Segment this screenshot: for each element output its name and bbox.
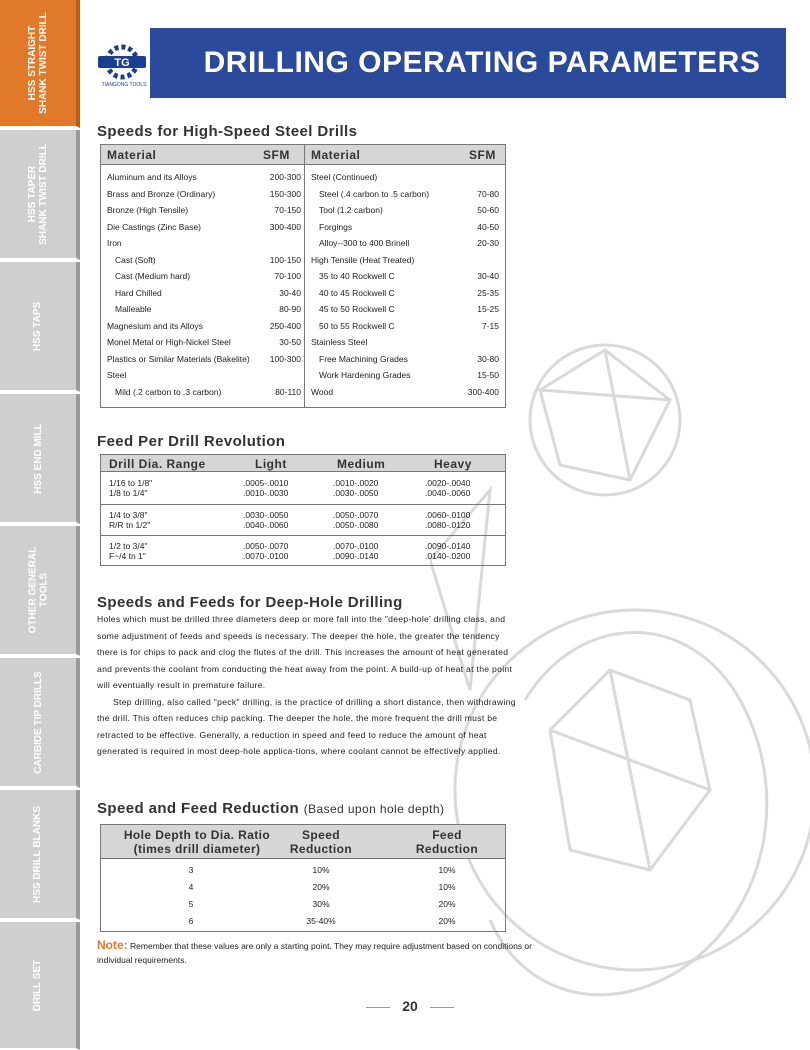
speeds-sfm-value: 100-300	[269, 353, 301, 364]
feed-range-value: F~/4 tn 1"	[109, 551, 146, 561]
feed-table	[100, 454, 506, 566]
feed-heavy-cell	[425, 478, 470, 498]
speeds-sfm-value: 7-15	[481, 320, 499, 331]
feed-range-value: 1/8 to 1/4"	[109, 488, 148, 498]
feed-row-group	[101, 535, 505, 565]
sidebar-tab-label-line: SHANK TWIST DRILL	[38, 143, 49, 245]
speeds-table-header	[101, 145, 505, 165]
speeds-material: Malleable	[115, 304, 152, 314]
brand-logo	[94, 40, 150, 92]
col-ratio	[109, 828, 285, 856]
speeds-sfm-value: 70-150	[274, 205, 301, 215]
feed-medium-value: .0070-.0100	[333, 541, 379, 551]
sidebar-tab-label-line: HSS TAPS	[32, 301, 44, 351]
col-sfm-left: SFM	[263, 148, 290, 162]
deep-hole-paragraph-1: Holes which must be drilled three diameters deep or more fall into the "deep-hole' drilling class, and some adjustment of feeds and speeds is necessary. The deeper the hole, the greater the tendency there is for chips to pack and clog the flutes of the drill. This increases the amount of heat generated and prevents the coolant from conducting the heat away from the point. A build-up of heat at the point will eventually result in premature failure.	[97, 614, 513, 690]
speeds-sfm-value: 80-110	[275, 386, 301, 397]
reduction-feed-value: 20%	[438, 916, 456, 926]
reduction-section-title	[97, 800, 444, 817]
feed-range-cell	[109, 510, 150, 530]
speeds-row	[311, 384, 499, 400]
sidebar-tab-label-line: TOOLS	[38, 572, 50, 608]
sidebar-tab-label	[33, 805, 44, 902]
speeds-sfm-value: 200-300	[269, 172, 301, 182]
feed-light-value: .0040-.0060	[243, 520, 289, 530]
reduction-feed-value: 10%	[438, 865, 456, 875]
speeds-sfm-value: 30-40	[477, 271, 499, 281]
speeds-row	[311, 367, 499, 383]
speeds-material: Stainless Steel	[311, 337, 368, 347]
speeds-material: Forgings	[319, 221, 353, 232]
sidebar-tab[interactable]	[0, 0, 80, 128]
speeds-material: High Tensile (Heat Treated)	[311, 254, 415, 265]
speeds-row	[311, 169, 499, 185]
speeds-material: Wood	[311, 386, 334, 397]
feed-range-value: 1/4 to 3/8"	[109, 510, 148, 520]
speeds-row	[107, 367, 301, 383]
speeds-row	[311, 186, 499, 202]
col-drill-dia: Drill Dia. Range	[109, 457, 206, 471]
speeds-material: Mild (.2 carbon to .3 carbon)	[115, 386, 222, 397]
reduction-table	[100, 824, 506, 932]
reduction-row	[101, 862, 505, 879]
reduction-speed-value: 10%	[312, 865, 330, 875]
speeds-row	[107, 219, 301, 235]
reduction-ratio-value: 5	[188, 899, 194, 909]
reduction-row	[101, 913, 505, 930]
reduction-speed-value: 35-40%	[306, 916, 336, 926]
speeds-material: Plastics or Similar Materials (Bakelite)	[107, 353, 250, 364]
reduction-speed-value: 20%	[312, 882, 330, 892]
speeds-sfm-value: 15-25	[477, 304, 499, 314]
feed-medium-cell	[333, 510, 378, 530]
sidebar-tab-label	[27, 547, 49, 634]
feed-heavy-cell	[425, 510, 470, 530]
speeds-sfm-value: 20-30	[477, 238, 499, 248]
speeds-row	[107, 169, 301, 185]
reduction-title: Speed and Feed Reduction	[97, 800, 300, 817]
reduction-ratio-value: 4	[188, 882, 194, 892]
speeds-material: Free Machining Grades	[319, 353, 408, 364]
reduction-ratio-value: 6	[188, 916, 194, 926]
speeds-material: Cast (Medium hard)	[115, 271, 191, 281]
speeds-row	[107, 318, 301, 334]
col-material-right: Material	[311, 148, 361, 162]
feed-light-value: .0030-.0050	[243, 510, 289, 520]
col-speed-line2: Reduction	[289, 842, 353, 856]
reduction-feed-value: 20%	[438, 899, 456, 909]
feed-light-cell	[243, 541, 288, 561]
col-speed-reduction	[271, 828, 371, 856]
speeds-material: Brass and Bronze (Ordinary)	[107, 188, 216, 199]
feed-heavy-value: .0040-.0060	[425, 488, 471, 498]
speeds-sfm-value: 40-50	[477, 221, 499, 232]
reduction-feed-value: 10%	[438, 882, 456, 892]
speeds-material: Steel (Continued)	[311, 172, 378, 182]
feed-light-value: .0005-.0010	[243, 478, 289, 488]
speeds-sfm-value: 50-60	[477, 205, 499, 215]
reduction-speed-value: 30%	[312, 899, 330, 909]
svg-text:TG: TG	[114, 57, 130, 69]
feed-heavy-value: .0140-.0200	[425, 551, 471, 561]
feed-row-group	[101, 504, 505, 534]
speeds-sfm-value: 30-80	[477, 353, 499, 364]
speeds-row	[107, 301, 301, 317]
gear-icon	[94, 40, 150, 84]
speeds-section-title: Speeds for High-Speed Steel Drills	[97, 123, 358, 140]
speeds-row	[107, 252, 301, 268]
speeds-row	[311, 252, 499, 268]
feed-heavy-value: .0020-.0040	[425, 478, 471, 488]
sidebar-tab[interactable]	[0, 658, 80, 788]
sidebar-tab[interactable]	[0, 790, 80, 920]
feed-medium-value: .0050-.0080	[333, 520, 379, 530]
speeds-table	[100, 144, 506, 408]
col-feed-line2: Reduction	[415, 842, 479, 856]
reduction-row	[101, 896, 505, 913]
speeds-sfm-value: 15-50	[477, 370, 499, 380]
page-title: DRILLING OPERATING PARAMETERS	[203, 46, 761, 79]
deep-hole-paragraph-2: Step drilling, also called "peck" drilling, is the practice of drilling a short distance, then withdrawing the drill. This often reduces chip packing. The deeper the hole, the more frequent the drill must be retracted to be effective. Generally, a reduction in speed and feed to reduce the amount of heat generated is required in most deep-hole applica-tions, where coolant cannot be effectively applied.	[97, 696, 516, 756]
speeds-row	[107, 351, 301, 367]
page-number: 20	[360, 998, 460, 1014]
feed-medium-value: .0010-.0020	[333, 478, 379, 488]
speeds-row	[311, 202, 499, 218]
speeds-row	[107, 235, 301, 251]
speeds-material: Iron	[107, 238, 122, 248]
feed-row-group	[101, 473, 505, 503]
feed-medium-value: .0050-.0070	[333, 510, 379, 520]
speeds-material: Magnesium and its Alloys	[107, 320, 203, 331]
speeds-material: Bronze (High Tensile)	[107, 205, 189, 215]
speeds-material: Steel	[107, 370, 127, 380]
col-ratio-line2: (times drill diameter)	[133, 842, 261, 856]
speeds-row	[107, 334, 301, 350]
speeds-material: 40 to 45 Rockwell C	[319, 287, 395, 298]
sidebar-tab-label-line: HSS TAPER	[27, 165, 38, 223]
col-feed-reduction	[397, 828, 497, 856]
speeds-sfm-value: 30-40	[279, 287, 301, 298]
sidebar-tab-label	[33, 301, 44, 350]
feed-range-value: R/R tn 1/2"	[109, 520, 151, 530]
speeds-row	[311, 268, 499, 284]
speeds-sfm-value: 150-300	[269, 188, 301, 199]
feed-range-value: 1/2 to 3/4"	[109, 541, 148, 551]
sidebar-tab-label-line: HSS DRILL BLANKS	[32, 805, 44, 903]
sidebar-tab-label	[33, 671, 44, 774]
reduction-table-header	[101, 825, 505, 859]
speeds-row	[311, 219, 499, 235]
speeds-sfm-value: 100-150	[269, 254, 301, 265]
feed-heavy-value: .0090-.0140	[425, 541, 471, 551]
brand-name: TIANGONG TOOLS	[101, 82, 147, 88]
sidebar-tab-label-line: HSS STRAIGHT	[27, 25, 38, 101]
feed-heavy-value: .0080-.0120	[425, 520, 471, 530]
feed-light-value: .0010-.0030	[243, 488, 289, 498]
feed-heavy-cell	[425, 541, 470, 561]
sidebar-tab-label-line: SHANK TWIST DRILL	[38, 12, 49, 114]
speeds-material: Aluminum and its Alloys	[107, 172, 197, 182]
speeds-sfm-value: 70-100	[274, 271, 301, 281]
feed-light-cell	[243, 510, 288, 530]
reduction-row	[101, 879, 505, 896]
sidebar-tab-label-line: CARBIDE TIP DRILLS	[32, 670, 44, 774]
feed-medium-cell	[333, 541, 378, 561]
speeds-material: Cast (Soft)	[115, 254, 156, 265]
sidebar-tab-label	[32, 959, 43, 1010]
sidebar-tab-label	[33, 423, 44, 494]
speeds-row	[311, 285, 499, 301]
sidebar-tab[interactable]	[0, 922, 80, 1050]
speeds-sfm-value: 80-90	[279, 304, 301, 314]
sidebar-tab-label-line: HSS END MILL	[32, 422, 44, 494]
col-heavy: Heavy	[434, 457, 472, 471]
speeds-sfm-value: 300-400	[467, 386, 499, 397]
feed-range-cell	[109, 541, 147, 561]
speeds-row	[107, 268, 301, 284]
note-text: Remember that these values are only a starting point. They may require adjustment based on conditions or individual requirements.	[97, 941, 532, 965]
speeds-row	[107, 384, 301, 400]
reduction-subtitle: (Based upon hole depth)	[303, 802, 445, 816]
col-sfm-right: SFM	[469, 148, 496, 162]
sidebar-tab-label	[27, 12, 49, 114]
speeds-material: Work Hardening Grades	[319, 370, 411, 380]
speeds-material: 35 to 40 Rockwell C	[319, 271, 395, 281]
speeds-material: Hard Chilled	[115, 287, 162, 298]
sidebar-tab[interactable]	[0, 130, 80, 260]
feed-medium-value: .0090-.0140	[333, 551, 379, 561]
sidebar-tab-label	[27, 143, 49, 245]
speeds-sfm-value: 25-35	[477, 287, 499, 298]
speeds-row	[107, 285, 301, 301]
col-light: Light	[255, 457, 287, 471]
speeds-material: 45 to 50 Rockwell C	[319, 304, 395, 314]
feed-light-value: .0050-.0070	[243, 541, 289, 551]
title-bar	[150, 28, 786, 98]
note-label: Note:	[97, 938, 128, 952]
sidebar-tab[interactable]	[0, 526, 80, 656]
sidebar	[0, 0, 84, 1050]
speeds-material: Die Castings (Zinc Base)	[107, 221, 202, 232]
feed-table-header	[101, 455, 505, 472]
deep-hole-section-title: Speeds and Feeds for Deep-Hole Drilling	[97, 594, 403, 611]
sidebar-tab-label-line: DRILL SET	[32, 959, 44, 1011]
speeds-row	[107, 186, 301, 202]
speeds-column-divider	[304, 145, 305, 407]
feed-heavy-value: .0060-.0100	[425, 510, 471, 520]
note	[97, 938, 537, 967]
speeds-row	[311, 235, 499, 251]
speeds-sfm-value: 30-50	[279, 337, 301, 347]
sidebar-tab[interactable]	[0, 262, 80, 392]
reduction-ratio-value: 3	[188, 865, 194, 875]
speeds-material: Monel Metal or High-Nickel Steel	[107, 337, 231, 347]
col-feed-line1: Feed	[432, 828, 462, 842]
speeds-sfm-value: 250-400	[269, 320, 301, 331]
speeds-material: Alloy--300 to 400 Brinell	[319, 238, 410, 248]
speeds-sfm-value: 300-400	[269, 221, 301, 232]
feed-medium-cell	[333, 478, 378, 498]
feed-section-title: Feed Per Drill Revolution	[97, 433, 286, 450]
feed-light-cell	[243, 478, 288, 498]
deep-hole-text	[97, 611, 517, 760]
speeds-material: 50 to 55 Rockwell C	[319, 320, 395, 331]
sidebar-tab[interactable]	[0, 394, 80, 524]
feed-medium-value: .0030-.0050	[333, 488, 379, 498]
col-ratio-line1: Hole Depth to Dia. Ratio	[123, 828, 271, 842]
feed-range-value: 1/16 to 1/8"	[109, 478, 153, 488]
col-medium: Medium	[337, 457, 386, 471]
feed-range-cell	[109, 478, 152, 498]
speeds-sfm-value: 70-80	[477, 188, 499, 199]
speeds-row	[107, 202, 301, 218]
speeds-row	[311, 351, 499, 367]
col-speed-line1: Speed	[301, 828, 340, 842]
speeds-row	[311, 318, 499, 334]
speeds-row	[311, 301, 499, 317]
speeds-material: Steel (.4 carbon to .5 carbon)	[319, 188, 430, 199]
feed-light-value: .0070-.0100	[243, 551, 289, 561]
sidebar-tab-label-line: OTHER GENERAL	[27, 546, 39, 634]
speeds-material: Tool (1.2 carbon)	[319, 205, 383, 215]
speeds-row	[311, 334, 499, 350]
col-material-left: Material	[107, 148, 157, 162]
